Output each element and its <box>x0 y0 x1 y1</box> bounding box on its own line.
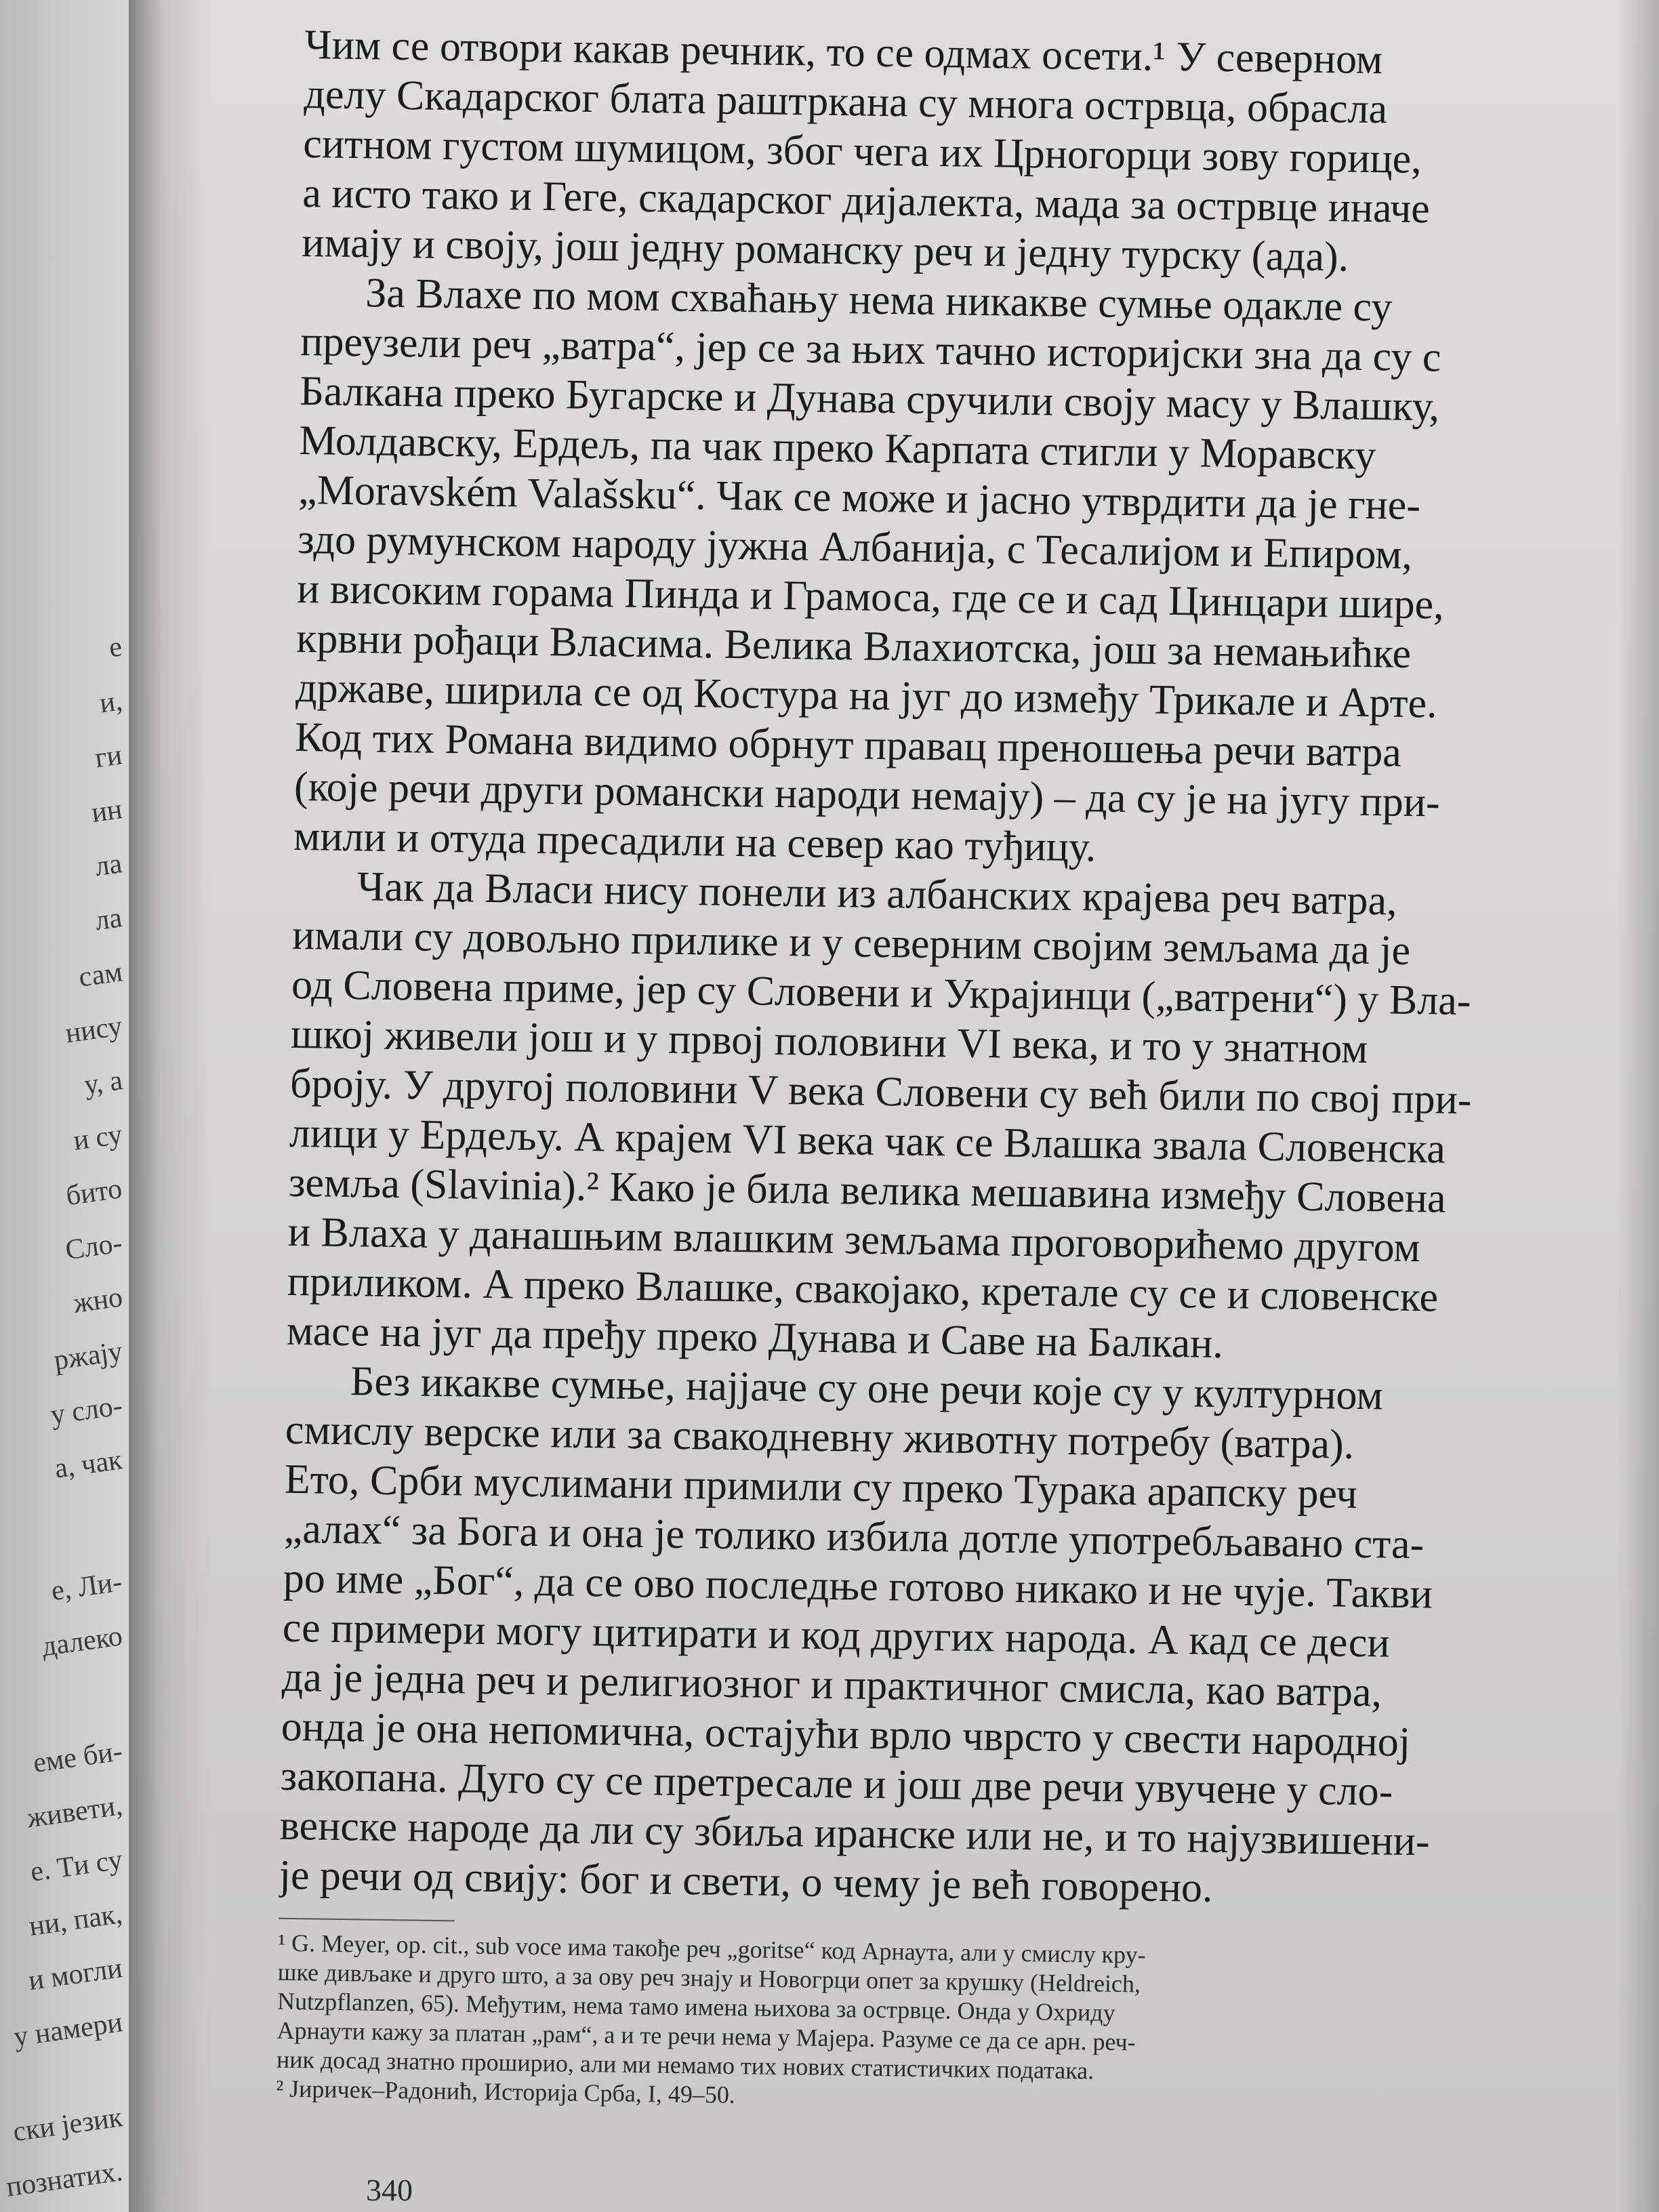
footnotes <box>276 1929 1511 2121</box>
text-line: да је једна реч и религиозног и практичног смисла, као ватра, <box>281 1654 1382 1716</box>
text-line: имали су довољно прилике и у северним својим земљама да је <box>291 912 1411 974</box>
text-line: се примери могу цитирати и код других народа. А кад се деси <box>282 1604 1391 1666</box>
left-page-text-fragment: живети, <box>25 1790 125 1835</box>
left-page-text-fragment: и, <box>98 685 125 720</box>
left-page-text-fragment: ин <box>89 794 125 830</box>
text-line: смислу верске или за свакодневну животну потребу (ватра). <box>285 1406 1355 1468</box>
paragraph <box>293 268 1535 878</box>
right-page <box>136 0 1659 2212</box>
text-line: венске народе да ли су збиља иранске или не, и то најузвишени- <box>279 1802 1431 1865</box>
left-page-text-fragment: жно <box>71 1282 125 1319</box>
left-page-text-fragment: ржају <box>52 1336 125 1376</box>
text-line: је речи од свију: бог и свети, о чему је већ говорено. <box>279 1851 1214 1911</box>
text-line: и Влаха у данашњим влашким земљама проговорићемо другом <box>287 1208 1421 1271</box>
text-line: преузели реч „ватра“, јер се за њих тачно историјски зна да су с <box>300 318 1441 381</box>
text-line: „алах“ за Бога и она је толико избила дотле употребљавано ста- <box>283 1505 1425 1568</box>
paragraph <box>302 20 1538 285</box>
text-line: ситном густом шумицом, због чега их Црногорци зову горице, <box>302 120 1422 183</box>
text-line: Чим се отвори какав речник, то се одмах осети.¹ У северном <box>304 21 1383 83</box>
left-page-text-fragment: и су <box>71 1119 125 1157</box>
text-line: ро име „Бог“, да се ово последње готово никако и не чује. Такви <box>283 1555 1433 1618</box>
left-page-text-fragment: бито <box>64 1173 125 1212</box>
left-page-text-fragment: нису <box>63 1010 125 1050</box>
text-line: Код тих Романа видимо обрнут правац преношења речи ватра <box>294 714 1402 776</box>
body-text <box>276 20 1538 2121</box>
left-page-text-fragment: ла <box>93 902 125 937</box>
left-page-text-fragment: а, чак <box>52 1444 125 1485</box>
text-line: За Влахе по мом схваћању нема никакве сумње одакле су <box>365 270 1393 331</box>
text-line: Чак да Власи нису понели из албанских крајева реч ватра, <box>356 863 1398 924</box>
text-line: крвни рођаци Власима. Велика Влахиотска, још за немањићке <box>295 615 1412 677</box>
text-line: Балкана преко Бугарске и Дунава сручили своју масу у Влашку, <box>299 367 1440 430</box>
text-line: делу Скадарског блата раштркана су многа острвца, обрасла <box>304 70 1388 133</box>
text-line: Молдавску, Ердељ, па чак преко Карпата стигли у Моравску <box>298 417 1376 479</box>
book-gutter-shadow <box>129 0 210 2212</box>
left-page-text-fragment: у намери <box>12 2007 125 2053</box>
left-page-text-fragment: е. Ти су <box>28 1844 125 1888</box>
left-page-text-fragment: ла <box>93 848 125 883</box>
left-page-text-fragment: ски језик <box>11 2102 125 2148</box>
footnote-line: ник досад знатно проширио, али ми немамо тих нових статистичких података. <box>276 2045 1094 2085</box>
left-page-text-fragment: е <box>107 631 125 664</box>
left-page-text-fragment: и могли <box>26 1952 125 1997</box>
text-line: државе, ширила се од Костура на југ до између Трикале и Арте. <box>295 664 1438 727</box>
paragraph <box>286 861 1526 1373</box>
paragraph <box>279 1356 1519 1917</box>
footnote-line: шке дивљаке и друго што, а за ову реч знају и Новогрци опет за крушку (Heldreich, <box>277 1958 1141 1998</box>
text-line: броју. У другој половини V века Словени су већ били по свој при- <box>289 1060 1472 1124</box>
left-page-text-fragment: у сло- <box>48 1390 125 1431</box>
text-line: имају и своју, још једну романску реч и једну турску (ада). <box>301 219 1349 281</box>
footnote-line: ¹ G. Meyer, op. cit., sub voce има такође реч „goritse“ код Арнаута, али у смислу кру- <box>278 1929 1146 1969</box>
left-page-text-fragment: е, Ли- <box>49 1566 125 1607</box>
left-page-text-fragment: сам <box>77 956 125 994</box>
text-line: и високим горама Пинда и Грамоса, где се и сад Цинцари шире, <box>296 565 1445 628</box>
left-page-text-fragment: Сло- <box>63 1227 125 1267</box>
page-number: 340 <box>366 2173 413 2207</box>
text-line: онда је она непомична, остајући врло чврсто у свести народној <box>281 1703 1411 1766</box>
text-line: Ето, Срби муслимани примили су преко Турака арапску реч <box>284 1456 1358 1517</box>
page-edge-shadow <box>1618 0 1659 2212</box>
text-line: закопана. Дуго су се претресале и још две речи увучене у сло- <box>280 1753 1393 1815</box>
text-line: приликом. А преко Влашке, свакојако, кретале су се и словенске <box>287 1258 1439 1321</box>
left-page-text-fragment: еме би- <box>30 1736 125 1780</box>
text-line: масе на југ да пређу преко Дунава и Саве на Балкан. <box>286 1307 1224 1368</box>
text-line: од Словена приме, јер су Словени и Украјинци („ватрени“) у Вла- <box>291 961 1471 1025</box>
text-line: а исто тако и Геге, скадарског дијалекта, мада за острвце иначе <box>302 169 1431 232</box>
text-line: мили и отуда пресадили на север као туђицу. <box>293 813 1097 871</box>
footnote-rule <box>279 1918 455 1922</box>
footnote-line: Арнаути кажу за платан „рам“, а и те речи нема у Мајера. Разуме се да се арн. реч- <box>276 2016 1136 2056</box>
text-line: здо румунском народу јужна Албанија, с Тесалијом и Епиром, <box>297 516 1413 578</box>
left-page-text-fragment: познатих. <box>4 2156 125 2203</box>
text-line: „Moravském Valašsku“. Чак се може и јасно утврдити да је гне- <box>298 466 1421 529</box>
left-page-text-fragment: у, а <box>81 1065 125 1101</box>
footnote-line: Nutzpflanzen, 65). Међутим, нема тамо имена њихова за острвце. Онда у Охриду <box>276 1987 1115 2026</box>
left-page-text-fragment: ги <box>93 739 125 775</box>
text-line: шкој живели још и у првој половини VI века, и то у знатном <box>290 1010 1368 1073</box>
footnote-line: ² Јиричек–Радонић, Историја Срба, I, 49–50. <box>276 2074 736 2109</box>
left-page-text-fragment: далеко <box>39 1620 125 1663</box>
text-line: земља (Slavinia).² Како је била велика мешавина између Словена <box>288 1159 1447 1222</box>
text-line: (које речи други романски народи немају) – да су је на југу при- <box>293 763 1441 826</box>
left-page-text-fragment: ни, пак, <box>27 1898 125 1942</box>
left-facing-page <box>0 0 136 2212</box>
text-line: Без икакве сумње, најјаче су оне речи које су у културном <box>350 1358 1384 1419</box>
text-line: лици у Ердељу. А крајем VI века чак се Влашка звала Словенска <box>289 1109 1446 1172</box>
